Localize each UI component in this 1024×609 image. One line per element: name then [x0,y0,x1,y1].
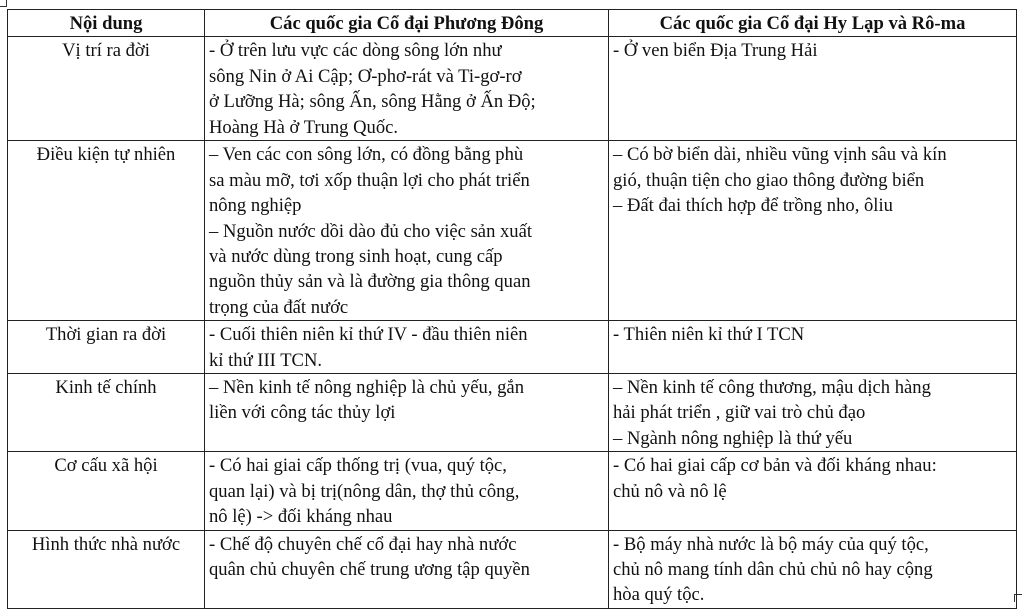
cell-line: kỉ thứ III TCN. [209,349,323,371]
table-header-row [8,10,1017,37]
cell-line: liền với công tác thủy lợi [209,402,396,424]
table-row [8,452,1017,530]
cell-line: – Nền kinh tế công thương, mậu dịch hàng [613,377,931,399]
east-cell [205,452,609,530]
row-label: Thời gian ra đời [8,321,205,374]
row-label: Hình thức nhà nước [8,530,205,608]
cell-line: quân chủ chuyên chế trung ương tập quyền [209,558,530,580]
cell-line: nguồn thủy sản và là đường gia thông quan [209,271,531,293]
cell-line: ở Lưỡng Hà; sông Ấn, sông Hằng ở Ấn Độ; [209,91,536,113]
cell-line: trọng của đất nước [209,296,349,318]
cell-line: - Có hai giai cấp thống trị (vua, quý tộc, [209,455,507,477]
row-label: Cơ cấu xã hội [8,452,205,530]
row-label: Vị trí ra đời [8,37,205,141]
west-cell [609,37,1017,141]
west-cell [609,141,1017,321]
cell-line: – Ven các con sông lớn, có đồng bằng phù [209,144,524,166]
cell-line: Hoàng Hà ở Trung Quốc. [209,116,399,138]
cell-line: và nước dùng trong sinh hoạt, cung cấp [209,246,503,268]
cell-line: quan lại) và bị trị(nông dân, thợ thủ công, [209,480,520,502]
east-cell [205,374,609,452]
cell-line: – Có bờ biển dài, nhiều vũng vịnh sâu và kín [613,144,947,166]
corner-mark-top-left [0,0,7,7]
cell-line: nông nghiệp [209,195,302,217]
west-cell [609,452,1017,530]
west-cell [609,374,1017,452]
east-cell [205,141,609,321]
cell-line: - Thiên niên kỉ thứ I TCN [613,324,805,346]
cell-line: nô lệ) -> đối kháng nhau [209,506,393,528]
west-cell [609,530,1017,608]
header-content: Nội dung [8,10,205,37]
header-greek-roman-states: Các quốc gia Cổ đại Hy Lạp và Rô-ma [609,10,1017,37]
table-row [8,141,1017,321]
east-cell [205,530,609,608]
east-cell [205,321,609,374]
cell-line: sông Nin ở Ai Cập; Ơ-phơ-rát và Ti-gơ-rơ [209,65,522,87]
cell-line: - Ở ven biển Địa Trung Hải [613,40,818,62]
cell-line: hải phát triển , giữ vai trò chủ đạo [613,402,866,424]
cell-line: gió, thuận tiện cho giao thông đường biển [613,169,925,191]
west-cell [609,321,1017,374]
table-row [8,321,1017,374]
cell-line: chủ nô và nô lệ [613,480,727,502]
header-eastern-states: Các quốc gia Cổ đại Phương Đông [205,10,609,37]
row-label: Điều kiện tự nhiên [8,141,205,321]
cell-line: - Có hai giai cấp cơ bản và đối kháng nhau: [613,455,937,477]
cell-line: sa màu mỡ, tơi xốp thuận lợi cho phát triển [209,169,530,191]
table-row [8,37,1017,141]
row-label: Kinh tế chính [8,374,205,452]
cell-line: – Ngành nông nghiệp là thứ yếu [613,427,853,449]
comparison-table [7,9,1017,609]
cell-line: – Nguồn nước dồi dào đủ cho việc sản xuất [209,220,533,242]
cell-line: - Cuối thiên niên kỉ thứ IV - đầu thiên niên [209,324,528,346]
cell-line: - Bộ máy nhà nước là bộ máy của quý tộc, [613,533,929,555]
cell-line: hòa quý tộc. [613,584,705,606]
cell-line: – Đất đai thích hợp để trồng nho, ôliu [613,195,893,217]
cell-line: - Ở trên lưu vực các dòng sông lớn như [209,40,502,62]
cell-line: – Nền kinh tế nông nghiệp là chủ yếu, gắn [209,377,524,399]
cell-line: chủ nô mang tính dân chủ chủ nô hay cộng [613,558,933,580]
table-row [8,374,1017,452]
cell-line: - Chế độ chuyên chế cổ đại hay nhà nước [209,533,517,555]
table-row [8,530,1017,608]
east-cell [205,37,609,141]
